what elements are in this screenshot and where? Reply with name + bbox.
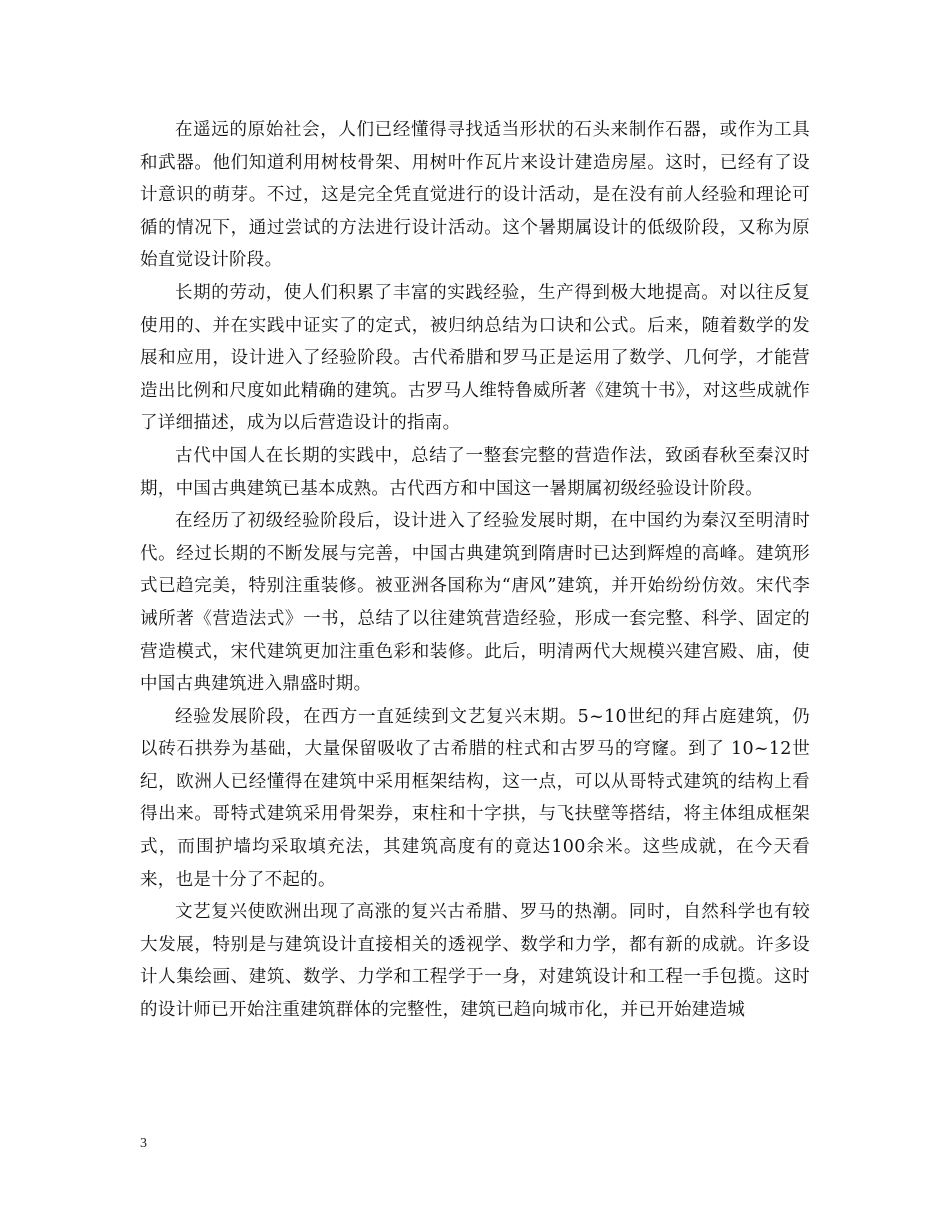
paragraph-primitive-design: 在遥远的原始社会，人们已经懂得寻找适当形状的石头来制作石器，或作为工具和武器。他们知道利用树枝骨架、用树叶作瓦片来设计建造房屋。这时，已经有了设计意识的萌芽。不过，这是完全凭直觉进行的设计活动，是在没有前人经验和理论可循的情况下，通过尝试的方法进行设计活动。这个暑期属设计的低级阶段，又称为原始直觉设计阶段。 — [140, 120, 810, 271]
paragraph-experience-development: 在经历了初级经验阶段后，设计进入了经验发展时期，在中国约为秦汉至明清时代。经过长期的不断发展与完善，中国古典建筑到隋唐时已达到辉煌的高峰。建筑形式已趋完美，特别注重装修。被亚洲各国称为“唐风”建筑，并开始纷纷仿效。宋代李诫所著《营造法式》一书，总结了以往建筑营造经验，形成一套完整、科学、固定的营造模式，宋代建筑更加注重色彩和装修。此后，明清两代大规模兴建宫殿、庙，使中国古典建筑进入鼎盛时期。 — [140, 511, 810, 695]
paragraph-renaissance: 文艺复兴使欧洲出现了高涨的复兴古希腊、罗马的热潮。同时，自然科学也有较大发展，特别是与建筑设计直接相关的透视学、数学和力学，都有新的成就。许多设计人集绘画、建筑、数学、力学和工程学于一身，对建筑设计和工程一手包揽。这时的设计师已开始注重建筑群体的完整性，建筑已趋向城市化，并已开始建造城 — [140, 902, 810, 1021]
paragraph-ancient-china: 古代中国人在长期的实践中，总结了一整套完整的营造作法，致函春秋至秦汉时期，中国古典建筑已基本成熟。古代西方和中国这一暑期属初级经验设计阶段。 — [140, 445, 810, 499]
page-number: 3 — [140, 1136, 147, 1151]
paragraph-western-architecture: 经验发展阶段，在西方一直延续到文艺复兴末期。5~10世纪的拜占庭建筑，仍以砖石拱券为基础，大量保留吸收了古希腊的柱式和古罗马的穹窿。到了 10~12世纪，欧洲人已经懂得在建筑中采用框架结构，这一点，可以从哥特式建筑的结构上看得出来。哥特式建筑采用骨架券，束柱和十字拱，与飞扶壁等搭结，将主体组成框架式，而围护墙均采取填充法，其建筑高度有的竟达100余米。这些成就，在今天看来，也是十分了不起的。 — [140, 706, 810, 890]
body-text — [140, 114, 810, 1027]
paragraph-experience-stage: 长期的劳动，使人们积累了丰富的实践经验，生产得到极大地提高。对以往反复使用的、并在实践中证实了的定式，被归纳总结为口诀和公式。后来，随着数学的发展和应用，设计进入了经验阶段。古代希腊和罗马正是运用了数学、几何学，才能营造出比例和尺度如此精确的建筑。古罗马人维特鲁威所著《建筑十书》，对这些成就作了详细描述，成为以后营造设计的指南。 — [140, 282, 810, 434]
